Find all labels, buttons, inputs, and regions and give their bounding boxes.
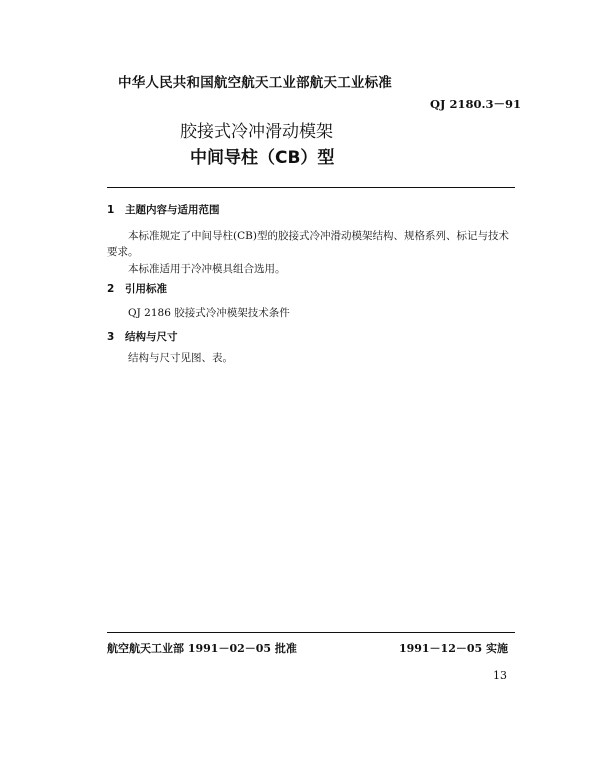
section-title: 引用标准 xyxy=(125,283,167,295)
section-1-paragraph-2: 本标准适用于冷冲模具组合选用。 xyxy=(128,263,286,275)
section-2-heading xyxy=(107,281,167,296)
section-title: 主题内容与适用范围 xyxy=(125,204,220,216)
section-number: 2 xyxy=(107,283,115,295)
effective-date: 1991－12－05 实施 xyxy=(398,642,508,655)
header-divider xyxy=(107,187,515,188)
document-title-line-2: 中间导柱（CB）型 xyxy=(190,148,335,168)
section-3-paragraph: 结构与尺寸见图、表。 xyxy=(128,352,233,364)
approval-date: 航空航天工业部 1991－02－05 批准 xyxy=(107,642,297,655)
section-number: 1 xyxy=(107,204,115,216)
section-3-heading xyxy=(107,329,178,344)
referenced-standard: QJ 2186 胶接式冷冲模架技术条件 xyxy=(128,307,290,319)
section-number: 3 xyxy=(107,331,115,343)
section-1-heading xyxy=(107,202,220,217)
page-number: 13 xyxy=(493,669,507,682)
section-1-paragraph-1-line-2: 要求。 xyxy=(107,246,139,258)
section-title: 结构与尺寸 xyxy=(125,331,178,343)
issuing-authority: 中华人民共和国航空航天工业部航天工业标准 xyxy=(118,75,392,91)
footer-divider xyxy=(107,632,515,633)
document-title-line-1: 胶接式冷冲滑动模架 xyxy=(180,122,333,142)
section-1-paragraph-1-line-1: 本标准规定了中间导柱(CB)型的胶接式冷冲滑动模架结构、规格系列、标记与技术 xyxy=(128,230,509,242)
standard-code: QJ 2180.3－91 xyxy=(430,97,521,111)
